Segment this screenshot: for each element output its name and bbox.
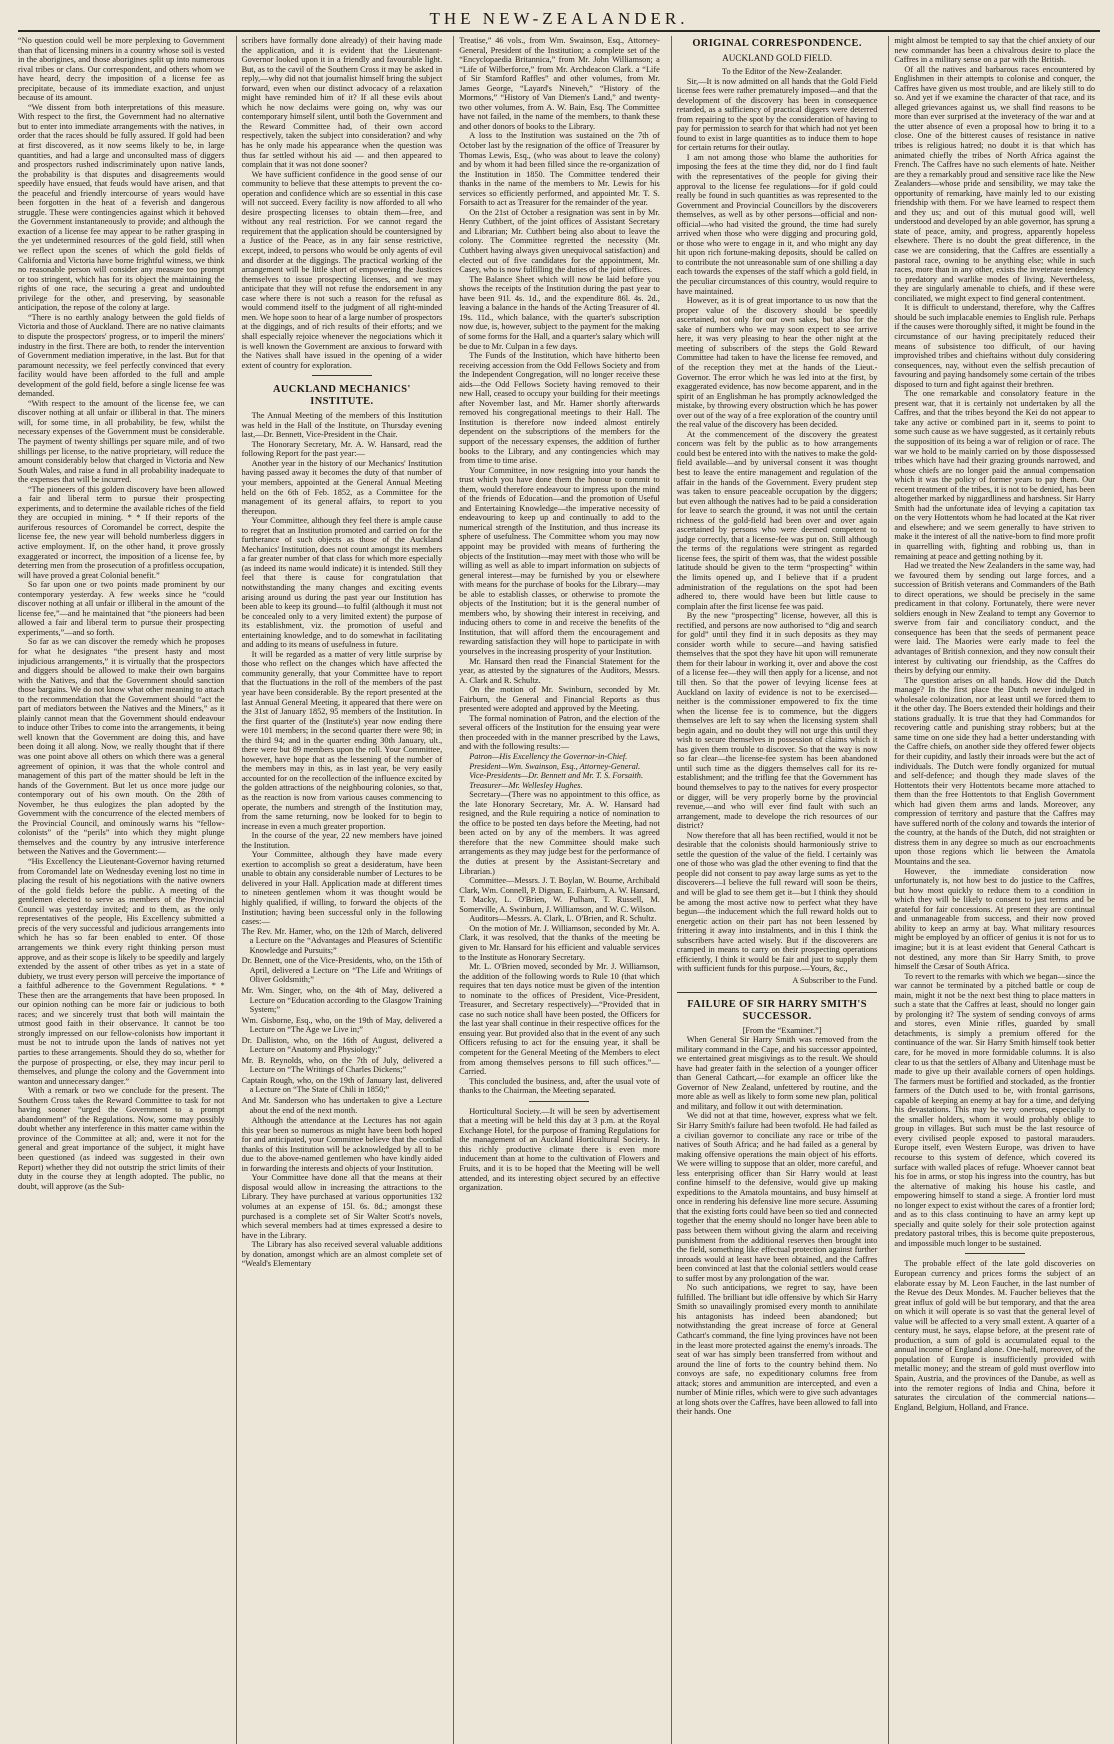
officer-entry: President—Wm. Swainson, Esq., Attorney-General. bbox=[469, 761, 641, 771]
article-paragraph: So far upon one or two points made prominent by our contemporary yesterday. A few weeks since he “could discover nothing at all unfair or illiberal in the amount of the license fee,”—and he maintained that “the pioneers had been allowed a fair and liberal term to pursue their prospecting experiments,”—and so forth. bbox=[18, 580, 225, 637]
article-paragraph: “His Excellency the Lieutenant-Governor having returned from Coromandel late on Wednesday evening lost no time in placing the result of his negotiations with the native owners of the gold fields before the public. A meeting of the gentlemen elected to serve as members of the Provincial Council was yesterday invited; and to them, as the only representatives of the people, His Excellency submitted a precis of the very successful and judicious arrangements into which he has so far been enabled to enter. Of those arrangements we think every right thinking person must approve, and as their scope is likely to be speedily and largely extended by the assent of other tribes as yet in a state of dubiety, we trust every person will perceive the importance of a faithful adherence to the Government Regulations. * * These then are the arrangements that have been proposed. In our opinion nothing can be more fair or judicious to both races; and we sincerely trust that both will maintain the utmost good faith in their observance. It cannot be too strongly impressed on our fellow-colonists how important it must be not to intrude upon the lands of natives not yet parties to these arrangements. Should they do so, whether for the purpose of prospecting, or else, they may incur peril to themselves, and plunge the colony and the Government into wanton and unnecessary danger.” bbox=[18, 857, 225, 1086]
lecture-item: Mr. B. Reynolds, who, on the 7th of July, delivered a Lecture on “The Writings of Charles Dickens;” bbox=[241, 1055, 443, 1075]
article-paragraph: The Library has also received several valuable additions by donation, amongst which are an almost complete set of “Weald's Elementary bbox=[241, 1240, 443, 1269]
masthead: THE NEW-ZEALANDER. bbox=[429, 9, 689, 28]
article-paragraph: The Annual Meeting of the members of this Institution was held in the Hall of the Institute, on Thursday evening last,—Dr. Bennett, Vice-President in the Chair. bbox=[241, 411, 443, 440]
article-paragraph: In the course of the year, 22 new members have joined the Institution. bbox=[241, 831, 443, 850]
article-paragraph: Treatise,” 46 vols., from Wm. Swainson, Esq., Attorney-General, President of the Institution; a complete set of the “Encyclopaedia Britannica,” from Mr. John Williamson; a “Life of Wilberforce,” from Mr. Archdeacon Clark. a “Life of Sir Stamford Raffles” and other volumes, from Mr. James George, “Layard's Nineveh,” “History of the Mormons,” “History of Van Diemen's Land,” and twenty-two other volumes, from A. W. Bain, Esq. The Committee have not failed, in the name of the members, to thank these and other donors of books to the Library. bbox=[459, 36, 660, 131]
article-paragraph: To revert to the remarks with which we began—since the war cannot be terminated by a pitched battle or coup de main, might it not be the next best thing to place matters in such a state that the Caffres at least, should no longer gain by prolonging it? The system of sending convoys of arms and stores, even Minie rifles, guarded by small detachments, is simply a premium offered for the continuance of the war. Sir Harry Smith himself took better care, for he moved in more formidable columns. It is also clear to us that the settlers of Albany and Uitenhage must be made to give up their available corners of open holdings. The farmers must be fortified and stockaded, as the frontier farmers of the Dutch used to be, with frontal garrisons, capable of keeping an enemy at bay for a time, and defying his devastations. This may be very onerous, especially to the smaller holders, whom it would probably oblige to group in villages. But such must be the last resource of every civilised people exposed to pastoral marauders. Europe itself, even Western Europe, was driven to have recourse to this system of defence, which covered its surface with walled places of refuge. Whoever cannot beat his foe in arms, or stop his ingress into the country, has but the alternative of making his house his castle, and empowering himself to stand a siege. A frontier lord must no longer expect to exist without the cares of a frontier lord; and as to this class continuing to have an army kept up specially and quite solely for their sole protection against predatory pastoral tribes, this is become quite preposterous, and impossible much longer to be sustained. bbox=[894, 971, 1095, 1248]
letter-paragraph: Now therefore that all has been rectified, would it not be desirable that the colonists should harmoniously strive to settle the question of the value of the field. I certainly was one of those who was glad the other evening to find that the people did not consent to pay away large sums as yet to the discoverers—I believe the full reward will soon be theirs, and will be glad to see them get it—but I think they should be among the most active now to perfect what they have begun—the inducement which the full reward holds out to energetic action on their part has not been lessened by frittering it away into instalments, and in this I think the subscribers have acted wisely. But if the discoverers are cramped in means to carry on their prospecting operations efficiently, I think it would be fair and just to supply them with sufficient funds for this purpose.—Yours, &c., bbox=[676, 830, 878, 974]
article-paragraph: Of all the natives and barbarous races encountered by Englishmen in their attempts to colonise and conquer, the Caffres have given us most trouble, and are likely still to do so. And yet if we examine the character of that race, and its alleged grievances against us, we shall find reasons to be more than ever surprised at the inveteracy of the war and at the utter absence of even a proposal how to bring it to a close. One of the bitterest causes of resistance in native tribes is religious hatred; no doubt it is that which has animated chiefly the tribes of North Africa against the French. The Caffres have no such elements of hate. Neither are they a remarkably proud and sensitive race like the New Zealanders—whose pride and sensibility, we may take the opportunity of remarking, have mainly led to our existing friendship with them. For we have learned to respect them and they us; and out of this mutual good will, well understood and developed by an able governor, has sprung a state of peace, amity, and progress, apparently hopeless elsewhere. There is no doubt the great difference, in the case we are considering, that the Caffres are essentially a pastoral race, owning to be anything else; while in such races, more than in any other, exists the inveterate tendency to predatory and warlike modes of living. Nevertheless, they are singularly amenable to chiefs, and if these were conciliated, we might expect to find general contentment. bbox=[894, 64, 1095, 303]
article-paragraph: It will be regarded as a matter of very little surprise by those who reflect on the changes which have affected the community generally, that your Committee have to report that the fluctuations in the roll of the members of the past year have been considerable. By the report presented at the last Annual General Meeting, it appeared that there were on the 31st of January 1852, 95 members of the Institution. In the first quarter of the (Institute's) year now ending there were 101 members; in the second quarter there were 98; in the third 94; and in the quarter ending 30th January, ult., there were but 89 members upon the roll. Your Committee, however, have hope that as the lessening of the number of the members may in this, as in last year, be very easily accounted for on the recollection of the influence excited by the golden attractions of the neighbouring colonies, so that, as the reaction is now from various causes commencing to operate, the numbers and strength of the Institution may, from the same returning, now be looked for to begin to increase in even a much greater proportion. bbox=[241, 649, 443, 831]
article-paragraph: A loss to the Institution was sustained on the 7th of October last by the resignation of the office of Treasurer by Thomas Lewis, Esq., (who was about to leave the colony) and by whom it had been filled since the re-organization of the Institution in 1850. The Committee tendered their thanks in the name of the members to Mr. Lewis for his services so efficiently performed, and appointed Mr. T. S. Forsaith to act as Treasurer for the remainder of the year. bbox=[459, 131, 660, 208]
letter-paragraph: At the commencement of the discovery the greatest concern was felt by the public as to how arrangements could best be entered into with the natives to make the gold-field available—and by universal consent it was thought best to leave the entire management and regulation of the affair in the hands of the Government. Every prudent step was taken to ensure peaceable occupation by the diggers; but even although the natives had to be paid a consideration for leave to search the ground, it was not until the certain richness of the gold-field had been over and over again ascertained by persons who were deemed competent to judge correctly, that a license-fee was put on. Still although the terms of the regulations were stringent as regarded license fees, the spirit of them was, that the widest possible latitude should be given to the term “prospecting” within the limits opened up, and I believe that if a prudent administration of the regulations on the spot had been adhered to, there would have been but little cause to complain after the first license fee was paid. bbox=[676, 429, 878, 611]
letter-paragraph: I am not among those who blame the authorities for imposing the fees at the time they did, nor do I find fault with the representatives of the people for giving their approval to the license fee regulations—for if gold could really be found in such quantities as was represented to the Government and Provincial Councillors by the discoverers themselves, as well as by other persons—official and non-official—who had visited the ground, the time had surely arrived when those who were digging and procuring gold, or those who were to engage in it, and who might any day hit upon rich fortune-making deposits, should be called on to contribute the not unreasonable sum of one shilling a day each towards the expenses of the staff which a gold field, in the peculiar circumstances of this country, would require to have maintained. bbox=[676, 152, 878, 296]
column-4 bbox=[671, 36, 883, 1744]
article-paragraph: However, the immediate consideration now unfortunately is, not how best to do justice to the Caffres, but how most quickly to reduce them to a condition in which they will be likely to consent to just terms and be grateful for fair concessions. At present they are continual and unmanageable from success, and their now proved ability to keep an army at bay. What military resources might be employed by an officer of genius it is not for us to imagine; but it is at least evident that General Cathcart is not destined, any more than Sir Harry Smith, to prove himself the Cæsar of South Africa. bbox=[894, 866, 1095, 972]
letter-paragraph: However, as it is of great importance to us now that the proper value of the discovery should be speedily ascertained, not only for our own sakes, but also for the sake of numbers who we may soon expect to see arrive here, it was very pleasing to hear the other night at the meeting of subscribers of the steps the Gold Reward Committee had taken to have the license fee removed, and of the reception they met at the hands of the Lieut.-Governor. The error which he was led into at the first, by exaggerated evidence, has now become apparent, and in the spirit of an Englishman he has promptly acknowledged the mistake, by throwing every obstruction which he has power over out of the way of a free exploration of the country until the real value of the discovery has been decided. bbox=[676, 296, 878, 430]
lecture-list bbox=[242, 927, 443, 1115]
officer-entry: Secretary—(There was no appointment to this office, as the late Honorary Secretary, Mr. A. W. Hansard had resigned, and the Rule requiring a notice of nomination to the office to be posted ten days before the Meeting, had not been acted on by any of the members. It was agreed therefore that the new Committee should make such arrangements as they may judge best for the performance of the duties at present by the Assistant-Secretary and Librarian.) bbox=[459, 790, 660, 876]
letter-paragraph: By the new “prospecting” license, however, all this is rectified, and persons are now authorised to “dig and search for gold” until they find it in such deposits as they may consider worth while to secure—and having satisfied themselves that the spot they have hit upon will remunerate them for their labour in working it, over and above the cost of a license fee—they will then apply for a license, and not till then. So that the power of levying license fees at Auckland on laxity of evidence is not to be exercised—neither is the commissioner empowered to fix the time when the license fee is to commence, but the diggers themselves are left to say when the licensing system shall begin again, and no doubt they will not urge this until they wish to secure themselves in possession of claims which it has given them trouble to discover. So that the way is now so far clear—the license-fee system has been abandoned until such time as the diggers themselves call for its re-establishment; and the trifling fee that the Government has bound themselves to pay to the natives for every prospector or digger, will be very properly borne by the provincial revenue,—and who will ever find fault with such an arrangement, made to develope the rich resources of our district? bbox=[676, 611, 878, 831]
article-paragraph: The Balance Sheet which will now be laid before you shows the receipts of the Institution during the past year to have been 91l. 4s. 1d., and the expenditure 86l. 4s. 2d., leaving a balance in the hands of the Acting Treasurer of 4l. 19s. 11d., which balance, with the quarter's subscription now due, is, however, subject to the payment for the making of some forms for the Hall, and a quarter's salary which will be due to Mr. Culpan in a few days. bbox=[459, 274, 660, 351]
masthead-rule bbox=[18, 30, 1100, 32]
correspondence-heading: ORIGINAL CORRESPONDENCE. bbox=[692, 38, 862, 49]
failure-heading: FAILURE OF SIR HARRY SMITH'S SUCCESSOR. bbox=[687, 998, 867, 1022]
lecture-item: The Rev. Mr. Hamer, who, on the 12th of March, delivered a Lecture on the “Advantages and Pleasures of Scientific Knowledge and Pursuits;” bbox=[241, 926, 443, 955]
article-paragraph: might almost be tempted to say that the chief anxiety of our new commander has been a chivalrous desire to place the Caffres in a military sense on a par with the British. bbox=[894, 36, 1095, 65]
article-paragraph: “We dissent from both interpretations of this measure. With respect to the first, the Government had no alternative but to enter into immediate arrangements with the natives, in order that the races should be fully assured. If gold had been at first discovered, as it now seems likely to be, in large quantities, and had a large and unconsulted mass of diggers and prospectors rushed indiscriminately upon native lands, the probability is that disputes and disagreements would speedily have ensued, that feuds would have arisen, and that the peaceful and friendly intercourse of years would have been forgotten in the heat of a feverish and dangerous struggle. These were contingencies against which it behoved the Government instantaneously to provide; and although the exaction of a license fee may appear to be rather grasping in the yet undetermined resources of the gold field, still when we reflect upon the scenes of which the gold fields of California and Victoria have borne frightful witness, we think no reasonable person will consider any measure too prompt or too stringent, which has for its object the maintaining the rights of one race, the securing a great and undoubted privilege for the other, and preserving, by seasonable anticipation, the repose of the colony at large. bbox=[18, 102, 225, 313]
article-paragraph: “With respect to the amount of the license fee, we can discover nothing at all unfair or illiberal in that. The miners will, for some time, in all probability, be few, whilst the necessary expenses of the Government must be considerable. The payment of twenty shillings per square mile, and of two shillings per license, to the native proprietary, will reduce the amount considerably below that charged in Victoria and New South Wales, and raise a fund in all probability inadequate to the expenses that will be incurred. bbox=[18, 398, 225, 485]
article-paragraph: Although the attendance at the Lectures has not again this year been so numerous as might have been both hoped for and anticipated, your Committee believe that the cordial thanks of this Institution will be acknowledged by all to be due to the above-named gentlemen who have kindly aided in forwarding the interests and objects of your Institution. bbox=[241, 1116, 443, 1173]
column-3 bbox=[453, 36, 665, 1744]
article-paragraph: The one remarkable and consolatory feature in the present war, that it is certainly not undertaken by all the Caffres, and that the tribes beyond the Kei do not appear to take any active or combined part in it, seems to point to some such cause as we have suggested, as it certainly rebuts the supposition of its being a war of religion or of race. The war we hold to be mainly carried on by those dispossessed tribes which have had their grazing grounds narrowed, and whose chiefs are no longer paid the annual compensation which it was the policy of former years to pay them. Our recent treatment of the tribes, it is not to be denied, has been altogether marked by niggardliness and harshness. Sir Harry Smith had the unfortunate idea of levying a capitation tax on the very Hottentots whom he had located at the Kat river and elsewhere; and we seem generally to have striven to make it the interest of all the native-born to find more profit in quarrelling with, fighting and robbing us, than in remaining at peace and getting nothing by it. bbox=[894, 389, 1095, 561]
article-paragraph: Mr. L. O'Brien moved, seconded by Mr. J. Williamson, the addition of the following words to Rule 10 (that which requires that ten days notice must be given of the intention to nominate to the offices of President, Vice-President, Treasurer, and Secretary respectively)—“Provided that in case no such notice shall have been posted, the Officers for the last year shall continue in their respective offices for the ensuing year. But provided also that in the event of any such Officers refusing to act for the ensuing year, it shall be competent for the General Meeting of the Members to elect from among themselves persons to fill such offices.”—Carried. bbox=[459, 962, 660, 1077]
officer-entry: Treasurer—Mr. Wellesley Hughes. bbox=[469, 780, 583, 790]
officer-entry: Committee—Messrs. J. T. Boylan, W. Bourne, Archibald Clark, Wm. Connell, P. Dignan, E. Fairburn, A. W. Hansard, T. Macky, L. O'Brien, W. Pulham, T. Russell, M. Somerville, A. Swinburn, J. Williamson, and W. C. Wilson. bbox=[459, 876, 660, 914]
article-paragraph: Your Committee, although they feel there is ample cause to regret that an Institution promoted and carried on for the furtherance of such objects as those of the Auckland Mechanics' Institution, does not count amongst its members a far greater number of that class for which more especially (as indeed its name would indicate) it is intended. Still they feel that there is cause for congratulation that notwithstanding the many changes and exciting events arising around us during the past year our Institution has been able to keep its ground—to fulfil (although it must not be concealed only to a very limited extent) the purpose of its establishment, viz. the promotion of useful and entertaining knowledge, and to do somewhat in facilitating and adding to its means of usefulness in future. bbox=[241, 516, 443, 650]
lecture-item: And Mr. Sanderson who has undertaken to give a Lecture about the end of the next month. bbox=[241, 1095, 443, 1115]
article-paragraph: The Honorary Secretary, Mr. A. W. Hansard, read the following Report for the past year:— bbox=[241, 439, 443, 459]
article-paragraph: On the 21st of October a resignation was sent in by Mr. Henry Cuthbert, of the joint offices of Assistant Secretary and Librarian; Mr. Cuthbert being also about to leave the colony. The Committee regretted the necessity (Mr. Cuthbert having always given unequivocal satisfaction) and elected out of five candidates for the appointment, Mr. Casey, who is now fulfilling the duties of the joint offices. bbox=[459, 207, 660, 275]
article-paragraph: The question arises on all hands. How did the Dutch manage? In the first place the Dutch never indulged in wholesale colonization, nor at least until we forced them to it the other day. The Boers extended their holdings and their stations gradually. It is true that they had Commandos for recovering cattle and punishing stray robbers; but at the same time on one side they had a better understanding with the Caffre chiefs, on another side they offered fewer objects for their cupidity, and lastly their inroads were but the act of individuals. The Dutch were fondly organized for mutual and self-defence; and though they made slaves of the Hottentots their very Hottentots became more attached to them than the free Hottentots to that English Government which had given them arms and lands. Moreover, any compression of territory and pasture that the Caffres may have suffered north of the colony and towards the interior of the country, at the hands of the Dutch, did not straighten or distress them in any degree so much as our encroachments upon those regions which lie between the Amatola Mountains and the sea. bbox=[894, 675, 1095, 867]
article-paragraph: The formal nomination of Patron, and the election of the several officers of the Institution for the ensuing year were then proceeded with in the manner prescribed by the Laws, and with the following results:— bbox=[459, 713, 660, 752]
article-paragraph: Your Committee, in now resigning into your hands the trust which you have done them the honour to commit to them, would therefore endeavour to impress upon the mind of the friends of Education—and the promotion of Useful and Entertaining Knowledge—the imperative necessity of endeavouring to keep up and continually to add to the numerical strength of the Institution, and thus increase its sphere of usefulness. The Committee whom you may now appoint may be provided with means of furthering the objects of the Institution—may meet with those who will be willing as well as able to impart information on subjects of general interest—may be furnished by you or elsewhere with means for the purchase of books for the Library—may be able to establish classes, or otherwise to promote the objects of the Institution; but it is the general number of members who, by showing their interest in receiving, and inducing others to come in and receive the benefits of the Institution, that will afford them the encouragement and rewarding satisfaction they will hope to participate in with yourselves in the increasing prosperity of your Institution. bbox=[459, 465, 660, 656]
lecture-item: Dr. Dalliston, who, on the 16th of August, delivered a Lecture on “Anatomy and Physiology;” bbox=[241, 1035, 443, 1055]
horticultural-notice: Horticultural Society.—It will be seen by advertisement that a meeting will be held this day at 3 p.m. at the Royal Exchange Hotel, for the purpose of framing Regulations for the management of an Auckland Horticultural Society. In this richly productive climate there is even more inducement than at home to the cultivation of Flowers and Fruits, and it is to be hoped that the Meeting will be well attended, and its interesting object secured by an effective organization. bbox=[459, 1106, 660, 1193]
article-paragraph: Your Committee, although they have made every exertion to accomplish so great a desideratum, have been unable to obtain any considerable number of Lectures to be delivered in your Hall. Application made at different times to nineteen gentlemen whom it was thought would be highly qualified, if willing, to forward the objects of the Institution; having been successful only in the following cases:— bbox=[241, 850, 443, 927]
article-paragraph: Your Committee have done all that the means at their disposal would allow in increasing the attractions to the Library. They have purchased at various opportunities 132 volumes at an expense of 15l. 6s. 8d.; amongst these purchased is a complete set of Sir Walter Scott's novels, which several members had at times expressed a desire to have in the Library. bbox=[241, 1173, 443, 1240]
failure-source: [From the “Examiner.”] bbox=[742, 1025, 822, 1035]
to-editor-line: To the Editor of the New-Zealander. bbox=[722, 67, 843, 76]
lecture-item: Mr. Wm. Singer, who, on the 4th of May, delivered a Lecture on “Education according to the Glasgow Training System;” bbox=[241, 985, 443, 1015]
lecture-item: Wm. Gisborne, Esq., who, on the 19th of May, delivered a Lecture on “The Age we Live in;” bbox=[241, 1015, 443, 1035]
article-paragraph: The Funds of the Institution, which have hitherto been receiving accession from the Odd Fellows Society and from the Independent Congregation, will no longer receive these aids—the Odd Fellows Society having removed to their new Hall, ceased to occupy your building for their meetings after November last, and Mr. Hamer shortly afterwards removed his congregational meetings to their Hall. The Institution is therefore now indeed almost entirely dependent on the subscriptions of the members for the support of the necessary expenses, the addition of further books to the Library, and any contingencies which may from time to time arise. bbox=[459, 351, 660, 466]
section-divider bbox=[965, 1253, 1025, 1254]
gold-field-subheading: AUCKLAND GOLD FIELD. bbox=[722, 53, 833, 63]
article-paragraph: Mr. Hansard then read the Financial Statement for the year, as attested by the signatures of the Auditors, Messrs. A. Clark and R. Schultz. bbox=[459, 656, 660, 685]
lecture-item: Dr. Bennett, one of the Vice-Presidents, who, on the 15th of April, delivered a Lecture on “The Life and Writings of Oliver Goldsmith;” bbox=[241, 956, 443, 985]
section-divider bbox=[529, 1101, 589, 1102]
failure-article bbox=[677, 992, 878, 1417]
article-paragraph: “No question could well be more perplexing to Government than that of licensing miners in a country whose soil is vested in the aborigines, and those aborigines split up into numerous rival tribes or clans. Our correspondent, and others whom we have heard, decry the imposition of a license fee as precipitate, because of its immediate exaction, and unjust because of its amount. bbox=[18, 36, 225, 103]
lecture-item: Captain Rough, who, on the 19th of January last, delivered a Lecture on “The State of Chili in 1850;” bbox=[241, 1075, 443, 1095]
section-divider bbox=[312, 375, 372, 376]
article-paragraph: Had we treated the New Zealanders in the same way, had we favoured them by sending out large forces, and a succession of British veterans and Commanders of the Bath to direct operations, we should be precisely in the same predicament in that colony. Fortunately, there were never soldiers enough in New Zealand to tempt any Governor to swerve from fair and conciliatory conduct, and the consequence has been that the seeds of permanent peace were laid. The Maories were early made to feel the advantages of British connexion, and they now consult their interest by cultivating our friendship, as the Caffres do theirs by defying our enmity. bbox=[894, 561, 1095, 676]
gold-discoveries-paragraph: The probable effect of the late gold discoveries on European currency and prices forms the subject of an elaborate essay by M. Leon Faucher, in the last number of the Revue des Deux Mondes. M. Faucher believes that the great influx of gold will be but temporary, and that the area on which it will operate is so vast that the general level of value will be affected to a very small extent. A quarter of a century must, he says, elapse before, at the present rate of production, a sum of gold is accumulated equal to the annual income of England alone. One-half, moreover, of the population of Europe is insufficiently provided with metallic money; and the stream of gold must overflow into Spain, Austria, and the provinces of the Danube, as well as into the remoter regions of India and China, before it saturates the circulation of the commercial nations—England, Belgium, Holland, and France. bbox=[894, 1259, 1095, 1412]
letter-signature: A Subscriber to the Fund. bbox=[792, 975, 878, 985]
article-paragraph: On the motion of Mr. Swinburn, seconded by Mr. Fairburn, the General and Financial Reports as thus presented were adopted and approved by the Meeting. bbox=[459, 685, 660, 714]
mechanics-institute-heading: AUCKLAND MECHANICS' INSTITUTE. bbox=[273, 384, 411, 408]
letter-paragraph: Sir,—It is now admitted on all hands that the Gold Field license fees were rather prematurely imposed—and that the development of the discovery has been in consequence retarded, as a sufficiency of practical diggers were deterred from repairing to the spot by the consideration of having to pay for permission to search for that which had not yet been found to exist in large quantities as to induce them to hope for certain returns for their outlay. bbox=[676, 76, 878, 153]
article-paragraph: This concluded the business, and, after the usual vote of thanks to the Chairman, the Meeting separated. bbox=[459, 1076, 660, 1096]
column-1 bbox=[18, 36, 230, 1744]
article-paragraph: When General Sir Harry Smith was removed from the military command in the Cape, and his successor appointed, we entertained great misgivings as to the result. We should have had greater faith in the selection of a younger officer than General Cathcart,—for example an officer like the Governor of New Zealand, unfettered by routine, and the more able as well as likely to form some new plan, political and military, and follow it out with determination. bbox=[676, 1035, 878, 1111]
article-paragraph: With a remark or two we conclude for the present. The Southern Cross takes the Reward Committee to task for not having sooner “urged the Government to a prompt abandonment” of the Regulations. Now, some may possibly doubt whether any interference in this matter came within the province of the Committee at all; and, were it not for the general and great importance of the subject, it might have been questioned (as indeed was suggested in their own Report) whether they did not outstrip the strict limits of their duty in the course they at length adopted. The public, no doubt, will approve (as the Sub- bbox=[18, 1086, 225, 1191]
article-paragraph: So far as we can discover the remedy which he proposes for what he designates “the present hasty and most injudicious arrangements,” it is virtually that the prospectors and diggers should be allowed to make their own bargains with the Natives, and that the Government should sanction those bargains. We do not know what other meaning to attach to the recommendation that the Government should “act the part of mediators between the Natives and the Miners,” as it plainly cannot mean that the Government should endeavour to induce other Tribes to come into the arrangements, it being well known that the Government are doing this, and have been doing it all along. Now, we really thought that if there was one point above all others on which there was a general agreement of opinion, it was that the whole control and management of this part of the matter should be left in the hands of the Government. But let us once more judge our contemporary out of his own mouth. On the 28th of November, he thus eulogizes the plan adopted by the Government with the concurrence of the elected members of the Provincial Council, and ominously warns his “fellow-colonists” of the “perils” into which they might plunge themselves and the country by any intrusive interference between the Natives and the Government:— bbox=[18, 637, 225, 857]
article-paragraph: “There is no earthly analogy between the gold fields of Victoria and those of Auckland. There are no native claimants to dispute the prospectors' progress, or to imperil the miners' industry in the first. There are both, to render the intervention of Government mediation imperative, in the last. But for that paramount necessity, we feel perfectly convinced that every facility would have been afforded to the full and ample development of the gold field, before a single license fee was demanded. bbox=[18, 312, 225, 399]
article-paragraph: It is difficult to understand, therefore, why the Caffres should be such implacable enemies to English rule. Perhaps if the causes were thoroughly sifted, it might be found in the circumstance of our having precipitately reduced their means of subsistence too difficult, of our having improvished tribes and chieftains without duly considering consequences, nay, without even the selfish precaution of favouring and paying handsomely some certain of the tribes disposed to turn and fight against their brethren. bbox=[894, 303, 1095, 389]
article-paragraph: Another year in the history of our Mechanics' Institution having passed away it becomes the duty of that number of your members, appointed at the General Annual Meeting held on the 6th of Feb. 1852, as a Committee for the management of its general affairs, to report to you thereupon. bbox=[241, 458, 443, 516]
officer-entry: Vice-Presidents—Dr. Bennett and Mr. T. S. Forsaith. bbox=[469, 771, 644, 781]
article-paragraph: We have sufficient confidence in the good sense of our community to believe that these attempts to prevent the co-operation and confidence which are so essential in this case will not succeed. Every facility is now afforded to all who desire prospecting licenses to obtain them—free, and without any real restriction. For we cannot regard the requirement that the application should be countersigned by a Justice of the Peace, as in any fair sense restrictive, except, indeed, to persons who would be only agents of evil and disorder at the diggings. The practical working of the arrangement will be little short of empowering the Justices themselves to issue prospecting licenses, and we may anticipate that they will not refuse the endorsement in any case where there is not such a reason for the refusal as would commend itself to the judgment of all right-minded men. We hope soon to hear of a large number of prospectors at the diggings, and of rich results of their efforts; and we shall especially rejoice whenever the negociations which it is well known the Government are anxious to forward with the Natives shall have issued in the opening of a wider extent of country for exploration. bbox=[241, 169, 443, 370]
officer-entry: Auditors—Messrs. A. Clark, L. O'Brien, and R. Schultz. bbox=[469, 914, 657, 924]
column-2 bbox=[236, 36, 448, 1744]
article-paragraph: On the motion of Mr. J. Williamson, seconded by Mr. A. Clark, it was resolved, that the thanks of the meeting be given to Mr. Hansard for his efficient and valuable services to the Institute as Honorary Secretary. bbox=[459, 923, 660, 962]
article-paragraph: “The pioneers of this golden discovery have been allowed a fair and liberal term to pursue their prospecting experiments, and to determine the available riches of the field they are occupied in mining. * * If their reports of the auriferous resources of Coromandel be correct, despite the license fee, the new year will behold numberless diggers in active employment. If, on the other hand, it prove grossly exaggerated or incorrect, the imposition of a license fee, by deterring men from the prosecution of a profitless occupation, will have proved a great Colonial benefit.” bbox=[18, 484, 225, 580]
columns bbox=[18, 36, 1100, 1744]
article-paragraph: We did not at that time, however, express what we felt. Sir Harry Smith's failure had been twofold. He had failed as a civilian governor to conciliate any race or tribe of the natives of South Africa; and he had failed as a general by making offensive operations the main object of his efforts. We were willing to suppose that an older, more careful, and less enterprising officer than Sir Harry would at least confine himself to the defensive, would give up making expeditions to the Amatola mountains, and busy himself at once in rendering his defensive line more secure. Assuming that the existing forts could have been so tied and connected together that the enemy should no longer have been able to pass between them without giving the alarm and receiving punishment from the additional reserves then brought into the field, something like effectual protection against further inroads would at least have been obtained, and the Caffres been convinced at last that the colonial settlers would cease to suffer most by any prolongation of the war. bbox=[676, 1111, 878, 1283]
article-paragraph: No such anticipations, we regret to say, have been fulfilled. The brilliant but idle offensive by which Sir Harry Smith so unavailingly promised every month to annihilate his antagonists has indeed been abandoned; but notwithstanding the great increase of force at General Cathcart's command, the fine lying provinces have not been in the least more protected against the enemy's inroads. The seat of war has simply been transferred from without and around the line of forts to the country behind them. No convoys are safe, no expeditionary columns free from attack; stores and ammunition are intercepted, and even a number of Minie rifles, which were to give such advantages at long shots over the Caffres, have been allowed to fall into their hands. One bbox=[676, 1283, 878, 1417]
article-paragraph: scribers have formally done already) of their having made the application, and it is evident that the Lieutenant-Governor looked upon it in a friendly and favourable light. But, as to the cavil of the Southern Cross it may be asked in reply,—why did not that journalist himself bring the subject forward, even when our distinct advocacy of a relaxation might have reminded him of it? If all these evils about which he now declaims were going on, why was our contemporary himself silent, until both the Government and the Reward Committee had, of their own accord respectively, taken the subject into consideration? and why has he only made his appearance when the question was thus far settled without his aid — and then appeared to complain that it was not done sooner? bbox=[241, 36, 443, 170]
column-5 bbox=[888, 36, 1100, 1744]
officer-entry: Patron—His Excellency the Governor-in-Chief. bbox=[469, 752, 628, 762]
